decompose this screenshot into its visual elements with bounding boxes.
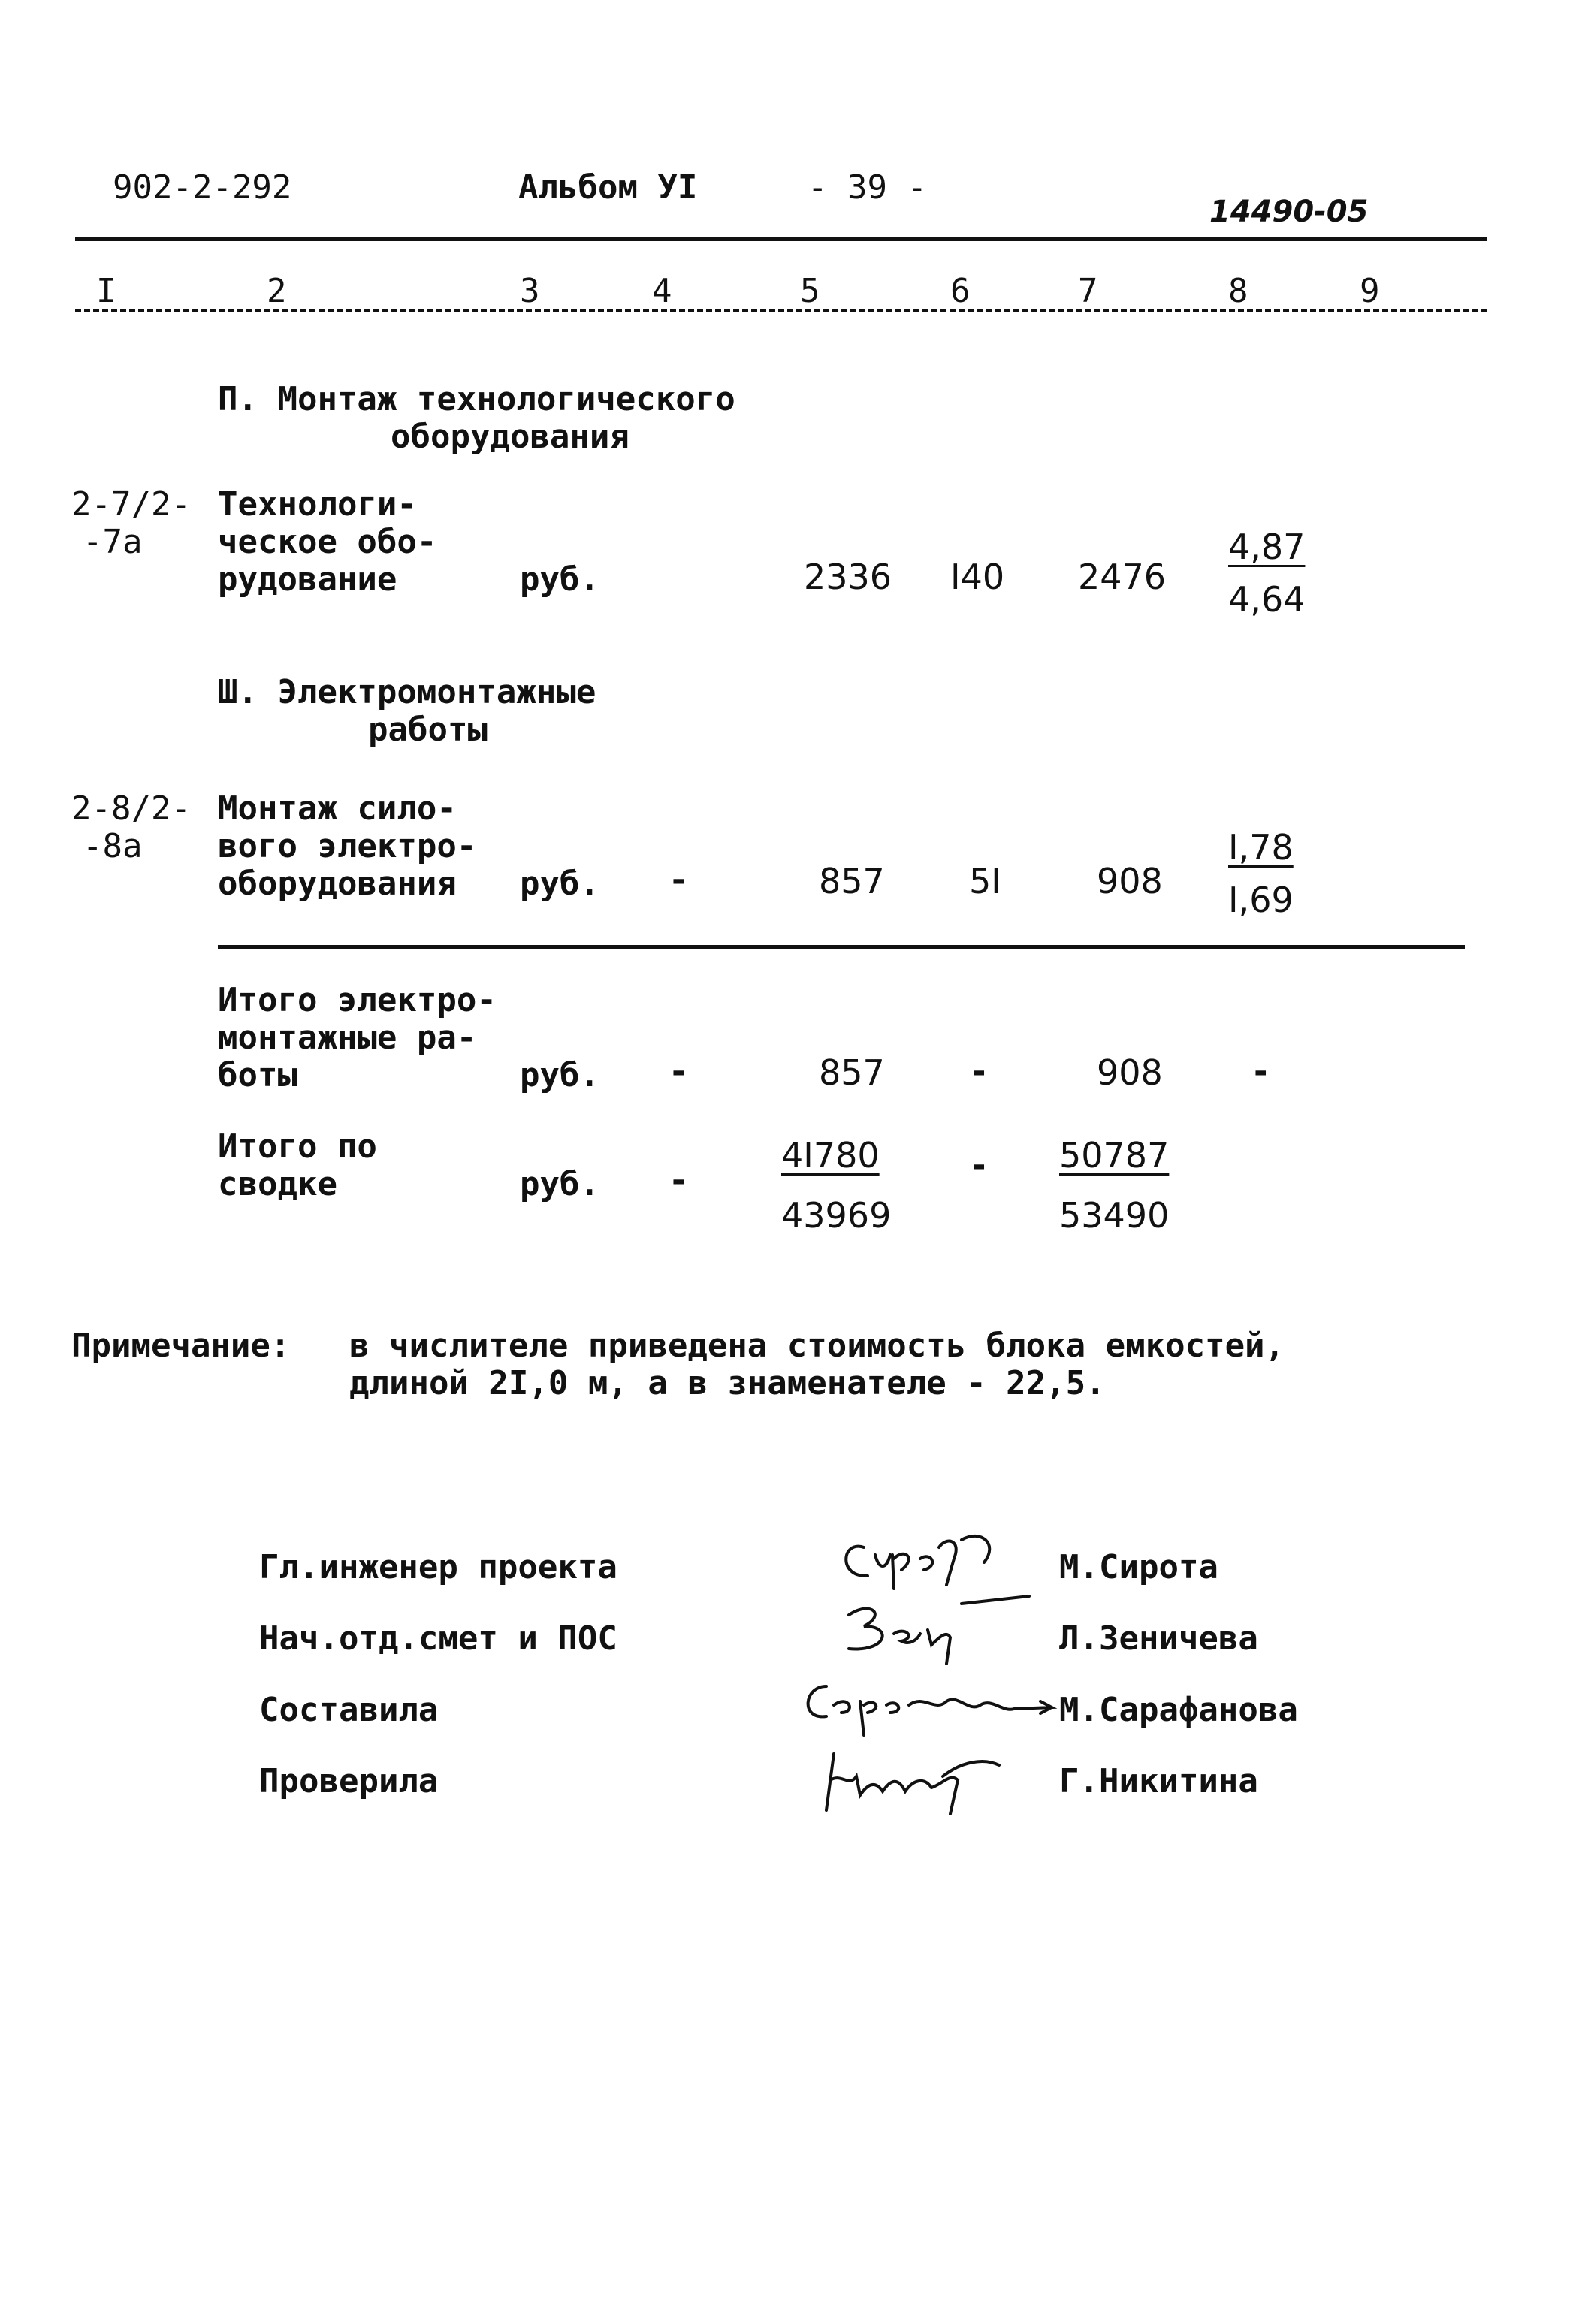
total-col5: 857: [819, 1052, 885, 1093]
row-name-cont: вого электро-: [218, 827, 477, 865]
row-col4: -: [669, 861, 689, 899]
section-3-title: Ш. Электромонтажные: [218, 673, 596, 711]
total-col7-denominator: 53490: [1059, 1195, 1170, 1236]
signature-name: Л.Зеничева: [1059, 1619, 1258, 1658]
section-3-title-cont: работы: [368, 711, 488, 749]
col-6: 6: [950, 272, 971, 310]
signature-role: Гл.инженер проекта: [259, 1548, 617, 1586]
inventory-number: 14490-05: [1209, 195, 1369, 229]
row-code-cont: -7а: [83, 523, 143, 561]
section-2-title: П. Монтаж технологического: [218, 380, 735, 418]
row-unit: руб.: [520, 865, 599, 903]
total-col8: -: [1251, 1052, 1271, 1091]
note-text-line1: в числителе приведена стоимость блока емкостей,: [349, 1326, 1285, 1365]
row-col8-numerator: 4,87: [1228, 527, 1306, 567]
row-name-cont: оборудования: [218, 865, 457, 903]
col-8: 8: [1228, 272, 1248, 310]
signature-role: Составила: [259, 1691, 439, 1729]
col-9: 9: [1360, 272, 1380, 310]
col-3: 3: [520, 272, 540, 310]
row-col8-denominator: 4,64: [1228, 579, 1306, 620]
total-name-cont: сводке: [218, 1165, 337, 1203]
row-name-cont: рудование: [218, 560, 397, 599]
row-code-cont: -8а: [83, 827, 143, 865]
row-col8-denominator: I,69: [1228, 880, 1294, 920]
col-2: 2: [267, 272, 287, 310]
total-col6: -: [969, 1052, 989, 1091]
column-divider: [75, 309, 1487, 312]
col-1: I: [96, 272, 116, 310]
signature-role: Нач.отд.смет и ПОС: [259, 1619, 617, 1658]
total-unit: руб.: [520, 1056, 599, 1094]
note-text-line2: длиной 2I,0 м, а в знаменателе - 22,5.: [349, 1364, 1106, 1402]
row-name: Монтаж сило-: [218, 789, 457, 828]
total-col6: -: [969, 1146, 989, 1185]
signature-name: М.Сирота: [1059, 1548, 1218, 1586]
row-col6: 5I: [969, 861, 1001, 901]
handwritten-signature-4: [811, 1743, 1037, 1818]
handwritten-signature-2: [834, 1592, 1044, 1668]
row-col8-numerator: I,78: [1228, 827, 1294, 868]
total-name: Итого электро-: [218, 981, 497, 1019]
row-code: 2-8/2-: [71, 789, 191, 828]
handwritten-signature-3: [796, 1671, 1067, 1739]
col-7: 7: [1078, 272, 1098, 310]
row-name: Технологи-: [218, 485, 417, 524]
page-number: - 39 -: [808, 168, 927, 207]
total-col5-numerator: 4I780: [781, 1135, 880, 1176]
col-5: 5: [800, 272, 820, 310]
total-name-cont: монтажные ра-: [218, 1019, 477, 1057]
total-col5-denominator: 43969: [781, 1195, 892, 1236]
total-name-cont: боты: [218, 1056, 297, 1094]
total-unit: руб.: [520, 1165, 599, 1203]
row-col7: 2476: [1078, 557, 1167, 597]
row-code: 2-7/2-: [71, 485, 191, 524]
header-rule: [75, 237, 1487, 241]
row-col5: 857: [819, 861, 885, 901]
row-name-cont: ческое обо-: [218, 523, 437, 561]
row-col6: I40: [950, 557, 1005, 597]
handwritten-signature-1: [834, 1525, 1037, 1592]
document-code: 902-2-292: [113, 168, 292, 207]
row-unit: руб.: [520, 560, 599, 599]
signature-name: Г.Никитина: [1059, 1762, 1258, 1800]
col-4: 4: [652, 272, 672, 310]
totals-rule: [218, 945, 1465, 949]
section-2-title-cont: оборудования: [391, 418, 629, 456]
total-col7: 908: [1097, 1052, 1163, 1093]
total-col7-numerator: 50787: [1059, 1135, 1170, 1176]
signature-role: Проверила: [259, 1762, 439, 1800]
note-label: Примечание:: [71, 1326, 291, 1365]
signature-name: М.Сарафанова: [1059, 1691, 1298, 1729]
total-col4: -: [669, 1052, 689, 1091]
total-name: Итого по: [218, 1127, 377, 1166]
row-col5: 2336: [804, 557, 892, 597]
total-col4: -: [669, 1161, 689, 1200]
row-col7: 908: [1097, 861, 1163, 901]
album-label: Альбом УI: [518, 168, 698, 207]
